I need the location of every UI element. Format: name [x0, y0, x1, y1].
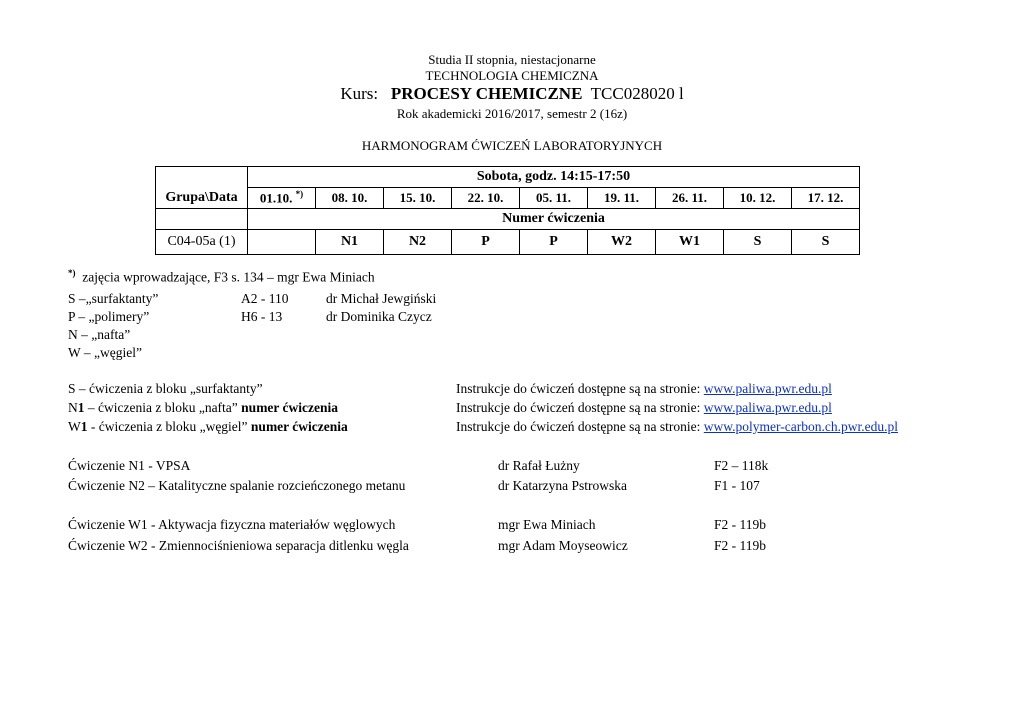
schedule-title: HARMONOGRAM ĆWICZEŃ LABORATORYJNYCH — [361, 138, 663, 153]
empty-cell — [156, 209, 248, 230]
block-description — [68, 400, 338, 416]
exercise-cell: N1 — [316, 230, 384, 255]
block-text: - ćwiczenia z bloku „węgiel” — [87, 419, 251, 434]
date-cell: 15. 10. — [384, 188, 452, 209]
legend-code: P – „polimery” — [68, 309, 150, 324]
block-text: – ćwiczenia z bloku „nafta” — [84, 400, 242, 415]
block-prefix: N — [68, 400, 78, 415]
exercise-cell: S — [792, 230, 860, 255]
instructions-text: Instrukcje do ćwiczeń dostępne są na stronie: — [456, 381, 704, 396]
exercise-cell: P — [520, 230, 588, 255]
legend-room: A2 - 110 — [241, 291, 289, 306]
legend-code: S –„surfaktanty” — [68, 291, 159, 306]
instructions-link[interactable]: www.paliwa.pwr.edu.pl — [703, 381, 832, 396]
block-instructions — [456, 400, 832, 416]
block-prefix: S — [68, 381, 76, 396]
date-cell: 17. 12. — [792, 188, 860, 209]
date-value: 01.10. — [259, 190, 293, 206]
exercise-teacher: dr Katarzyna Pstrowska — [498, 478, 627, 493]
date-cell: 22. 10. — [452, 188, 520, 209]
block-prefix-number: 1 — [77, 400, 85, 415]
exercise-teacher: mgr Adam Moyseowicz — [498, 538, 628, 553]
date-cell: 19. 11. — [588, 188, 656, 209]
session-time: Sobota, godz. 14:15-17:50 — [248, 167, 860, 188]
course-name: PROCESY CHEMICZNE — [390, 84, 583, 103]
footnote-text: zajęcia wprowadzające, F3 s. 134 – mgr Ewa Miniach — [82, 269, 375, 285]
date-cell: 26. 11. — [656, 188, 724, 209]
group-date-header: Grupa\Data — [156, 188, 248, 209]
block-instructions — [456, 419, 898, 435]
group-name: C04-05a (1) — [156, 230, 248, 255]
exercise-cell: S — [724, 230, 792, 255]
block-description — [68, 419, 348, 435]
header-study-mode: Studia II stopnia, niestacjonarne — [428, 52, 596, 67]
instructions-text: Instrukcje do ćwiczeń dostępne są na stronie: — [456, 400, 704, 415]
header-course — [0, 84, 1024, 104]
instructions-link[interactable]: www.polymer-carbon.ch.pwr.edu.pl — [703, 419, 898, 434]
block-instructions — [456, 381, 832, 397]
instructions-link[interactable]: www.paliwa.pwr.edu.pl — [703, 400, 832, 415]
footnote-mark: *) — [295, 189, 304, 200]
block-bold-suffix: numer ćwiczenia — [241, 400, 339, 415]
exercise-cell: P — [452, 230, 520, 255]
exercise-room: F2 – 118k — [714, 458, 769, 473]
exercise-cell: N2 — [384, 230, 452, 255]
exercise-room: F2 - 119b — [714, 538, 767, 553]
date-cell: 05. 11. — [520, 188, 588, 209]
legend-person: dr Michał Jewgiński — [326, 291, 437, 306]
legend-code: N – „nafta” — [68, 327, 131, 342]
course-code: TCC028020 l — [590, 84, 684, 103]
legend-person: dr Dominika Czycz — [326, 309, 432, 324]
course-prefix: Kurs: — [340, 84, 379, 103]
footnote-mark: *) — [68, 268, 76, 278]
exercise-cell — [248, 230, 316, 255]
instructions-text: Instrukcje do ćwiczeń dostępne są na stronie: — [456, 419, 704, 434]
exercise-name: Ćwiczenie N2 – Katalityczne spalanie rozcieńczonego metanu — [68, 478, 406, 493]
footnote — [68, 268, 375, 286]
exercise-cell: W2 — [588, 230, 656, 255]
schedule-table — [155, 166, 860, 255]
header-field: TECHNOLOGIA CHEMICZNA — [425, 68, 599, 83]
empty-corner-cell — [156, 167, 248, 188]
exercise-number-header: Numer ćwiczenia — [248, 209, 860, 230]
date-cell: 08. 10. — [316, 188, 384, 209]
exercise-cell: W1 — [656, 230, 724, 255]
exercise-name: Ćwiczenie N1 - VPSA — [68, 458, 191, 473]
legend-code: W – „węgiel” — [68, 345, 142, 360]
block-bold-suffix: numer ćwiczenia — [250, 419, 348, 434]
block-prefix-number: 1 — [80, 419, 88, 434]
exercise-room: F2 - 119b — [714, 517, 767, 532]
block-text: – ćwiczenia z bloku „surfaktanty” — [75, 381, 263, 396]
exercise-room: F1 - 107 — [714, 478, 760, 493]
date-cell: 10. 12. — [724, 188, 792, 209]
block-prefix: W — [68, 419, 81, 434]
exercise-teacher: mgr Ewa Miniach — [498, 517, 596, 532]
date-cell — [248, 188, 316, 209]
exercise-teacher: dr Rafał Łużny — [498, 458, 580, 473]
exercise-name: Ćwiczenie W2 - Zmiennociśnieniowa separacja ditlenku węgla — [68, 538, 409, 553]
exercise-name: Ćwiczenie W1 - Aktywacja fizyczna materiałów węglowych — [68, 517, 396, 532]
academic-year: Rok akademicki 2016/2017, semestr 2 (16z) — [396, 106, 628, 121]
legend-room: H6 - 13 — [241, 309, 283, 324]
block-description — [68, 381, 263, 397]
